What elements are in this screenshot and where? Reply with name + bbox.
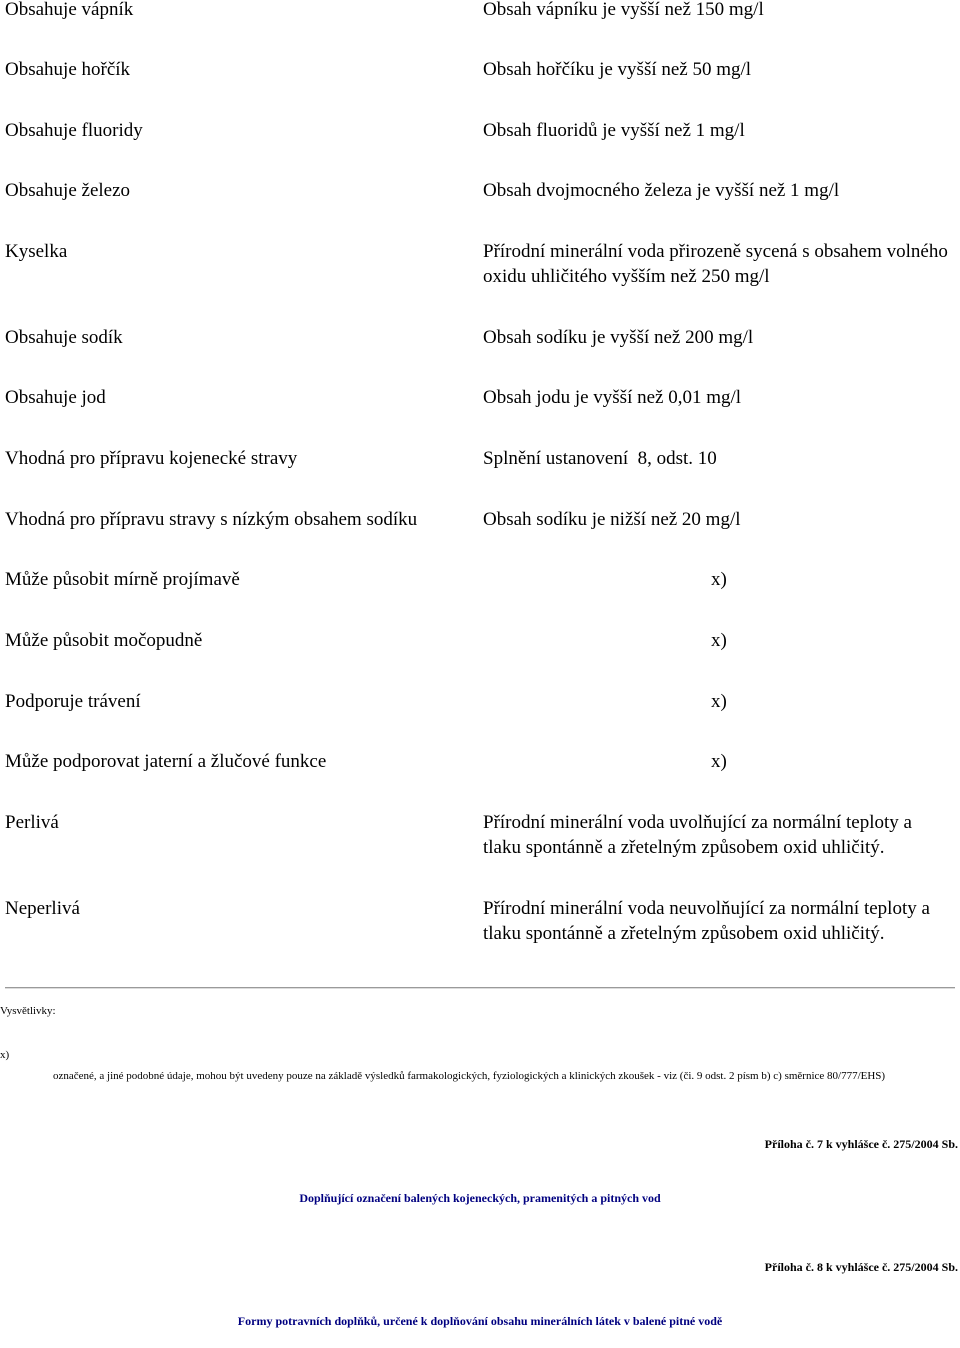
- row-description: Přírodní minerální voda neuvolňující za normální teploty a tlaku spontánně a zřetelným způsobem oxid uhličitý.: [483, 898, 930, 944]
- row-description: Obsah sodíku je nižší než 20 mg/l: [483, 509, 741, 530]
- row-label: Vhodná pro přípravu stravy s nízkým obsahem sodíku: [5, 509, 418, 530]
- row-label: Podporuje trávení: [5, 691, 141, 712]
- row-label: Obsahuje hořčík: [5, 59, 131, 80]
- row-description: Obsah sodíku je vyšší než 200 mg/l: [483, 327, 754, 348]
- annex-8-link[interactable]: [0, 1313, 960, 1330]
- row-description: Přírodní minerální voda uvolňující za normální teploty a tlaku spontánně a zřetelným způsobem oxid uhličitý.: [483, 812, 912, 858]
- row-label: Vhodná pro přípravu kojenecké stravy: [5, 448, 298, 469]
- annex-7-link-text[interactable]: Doplňující označení balených kojeneckých, pramenitých a pitných vod: [299, 1191, 661, 1205]
- row-label: Obsahuje železo: [5, 180, 131, 201]
- footnote-mark: x): [711, 691, 727, 712]
- row-description: Splnění ustanovení 8, odst. 10: [483, 448, 717, 469]
- footnote-mark: x): [711, 630, 727, 651]
- explanations-heading: Vysvětlivky:: [0, 1005, 56, 1017]
- row-label: Může působit mírně projímavě: [5, 569, 240, 590]
- footnote-mark: x): [711, 569, 727, 590]
- row-label: Obsahuje sodík: [5, 327, 123, 348]
- row-label: Může podporovat jaterní a žlučové funkce: [5, 751, 327, 772]
- row-description: Obsah dvojmocného železa je vyšší než 1 mg/l: [483, 180, 840, 201]
- footnote-mark: x): [711, 751, 727, 772]
- row-label: Může působit močopudně: [5, 630, 203, 651]
- annex-7-label: Příloha č. 7 k vyhlášce č. 275/2004 Sb.: [764, 1137, 958, 1151]
- annex-7-link[interactable]: [0, 1190, 960, 1207]
- row-label: Obsahuje fluoridy: [5, 120, 143, 141]
- horizontal-divider: [5, 987, 955, 989]
- row-description: Obsah jodu je vyšší než 0,01 mg/l: [483, 387, 742, 408]
- row-description: Obsah fluoridů je vyšší než 1 mg/l: [483, 120, 745, 141]
- annex-8-label: Příloha č. 8 k vyhlášce č. 275/2004 Sb.: [764, 1260, 958, 1274]
- annex-8-link-text[interactable]: Formy potravních doplňků, určené k doplňování obsahu minerálních látek v balené pitné vodě: [237, 1314, 723, 1328]
- explanation-marker: x): [0, 1049, 10, 1061]
- row-label: Obsahuje vápník: [5, 0, 134, 20]
- row-description: Obsah vápníku je vyšší než 150 mg/l: [483, 0, 764, 20]
- row-description: Přírodní minerální voda přirozeně sycená s obsahem volného oxidu uhličitého vyšším než 250 mg/l: [483, 241, 948, 287]
- row-label: Kyselka: [5, 241, 68, 262]
- row-label: Neperlivá: [5, 898, 80, 919]
- row-label: Perlivá: [5, 812, 59, 833]
- row-description: Obsah hořčíku je vyšší než 50 mg/l: [483, 59, 752, 80]
- explanation-text: označené, a jiné podobné údaje, mohou být uvedeny pouze na základě výsledků farmakologických, fyziologických a klinických zkoušek - viz (či. 9 odst. 2 písm b) c) směrnice 80/777/EHS): [53, 1070, 886, 1082]
- row-label: Obsahuje jod: [5, 387, 106, 408]
